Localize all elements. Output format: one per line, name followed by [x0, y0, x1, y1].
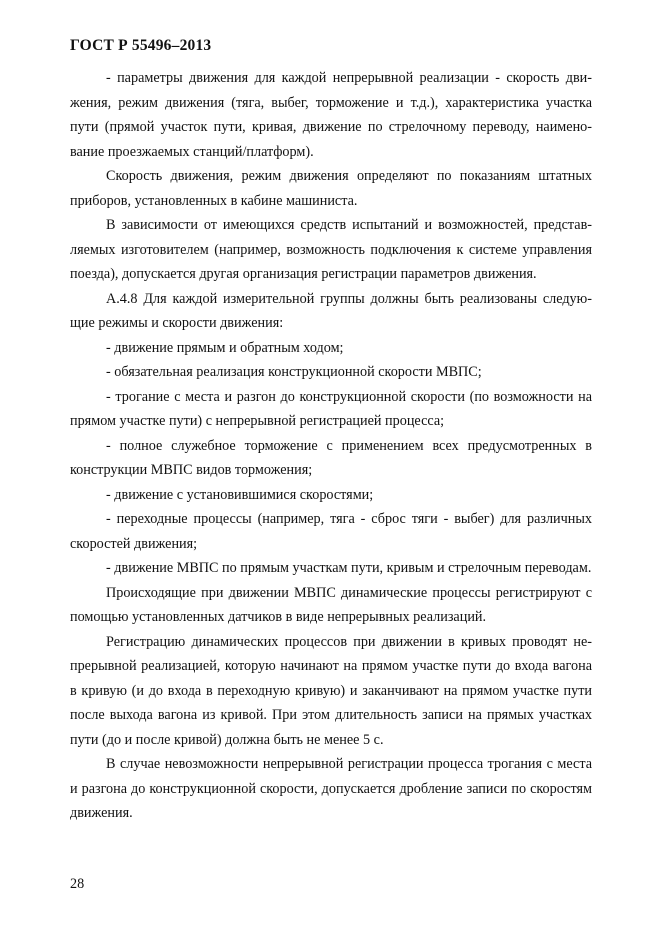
- paragraph-alternative-registration: В зависимости от имеющихся средств испытаний и возможностей, представляемых изготовителем (например, возможность подключения к системе управления поезда), допускается другая организация регистрации параметров движения.: [70, 217, 592, 282]
- document-body: [70, 66, 592, 826]
- paragraph-motion-parameters: - параметры движения для каждой непрерывной реализации - скорость движения, режим движения (тяга, выбег, торможение и т.д.), характеристика участка пути (прямой участок пути, кривая, движение по стрелочному переводу, наименование проезжаемых станций/платформ).: [70, 70, 592, 160]
- page-number: 28: [70, 876, 85, 892]
- list-item-steady-speeds: - движение с установившимися скоростями;: [106, 486, 374, 503]
- paragraph-curve-registration: Регистрацию динамических процессов при движении в кривых проводят непрерывной реализацией, которую начинают на прямом участке пути до входа вагона в кривую (и до входа в переходную кривую) и заканчивают на прямом участке пути после выхода вагона из кривой. При этом длительность записи на прямых участках пути (до и после кривой) должна быть не менее 5 с.: [70, 633, 592, 748]
- list-item-forward-reverse: - движение прямым и обратным ходом;: [106, 339, 344, 356]
- paragraph-speed-determination: Скорость движения, режим движения определяют по показаниям штатных приборов, установленных в кабине машиниста.: [70, 168, 592, 209]
- list-item-start-acceleration: - трогание с места и разгон до конструкционной скорости (по возможности на прямом участке пути) с непрерывной регистрацией процесса;: [70, 388, 592, 429]
- paragraph-a-4-8: А.4.8 Для каждой измерительной группы должны быть реализованы следующие режимы и скорости движения:: [70, 290, 592, 331]
- list-item-design-speed: - обязательная реализация конструкционной скорости МВПС;: [106, 364, 482, 380]
- list-item-service-braking: - полное служебное торможение с применением всех предусмотренных в конструкции МВПС видов торможения;: [70, 437, 592, 478]
- paragraph-dynamic-processes: Происходящие при движении МВПС динамические процессы регистрируют с помощью установленных датчиков в виде непрерывных реализаций.: [70, 584, 592, 625]
- paragraph-split-recording: В случае невозможности непрерывной регистрации процесса трогания с места и разгона до конструкционной скорости, допускается дробление записи по скоростям движения.: [70, 756, 592, 821]
- list-item-transient-processes: - переходные процессы (например, тяга - сброс тяги - выбег) для различных скоростей движения;: [70, 511, 592, 552]
- list-item-track-sections: - движение МВПС по прямым участкам пути, кривым и стрелочным переводам.: [106, 560, 592, 576]
- document-header: ГОСТ Р 55496–2013: [70, 37, 212, 54]
